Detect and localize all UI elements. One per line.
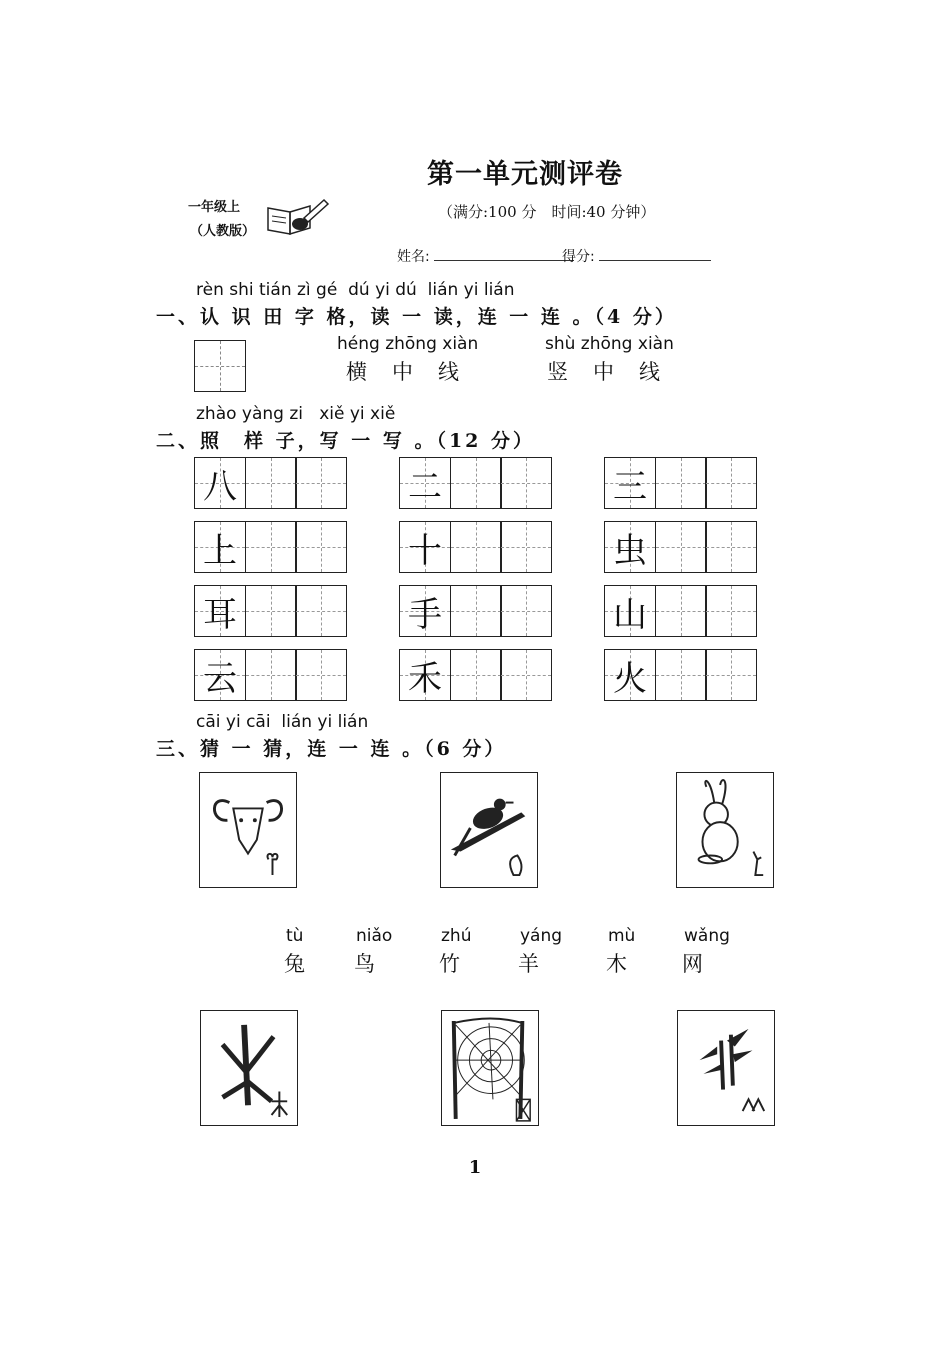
item2-pinyin: shù zhōng xiàn [545, 334, 674, 354]
sample-char-cell [399, 457, 451, 509]
word-pinyin: tù [286, 926, 304, 946]
sample-char: 虫 [613, 530, 647, 571]
writing-cell[interactable] [450, 649, 502, 701]
book-pencil-icon [264, 196, 330, 238]
writing-row [604, 649, 757, 701]
word-pinyin: yáng [520, 926, 563, 946]
word-char[interactable]: 木 [606, 952, 629, 976]
section1-pinyin: rèn shi tián zì gé dú yi dú lián yi lián [196, 280, 515, 300]
writing-cell[interactable] [450, 457, 502, 509]
sample-char-cell [194, 457, 246, 509]
writing-row [194, 457, 347, 509]
sample-char: 上 [203, 530, 237, 571]
writing-cell[interactable] [450, 585, 502, 637]
sample-char: 禾 [408, 658, 442, 699]
sample-char-cell [194, 649, 246, 701]
writing-cell[interactable] [655, 585, 707, 637]
sample-char: 火 [613, 658, 647, 699]
score-field[interactable]: 得分: [562, 246, 711, 266]
sample-char-cell [604, 649, 656, 701]
rabbit-picture[interactable] [676, 772, 774, 888]
writing-row [399, 649, 552, 701]
page-title: 第一单元测评卷 [427, 159, 623, 190]
writing-row [399, 457, 552, 509]
writing-cell[interactable] [655, 457, 707, 509]
word-pinyin: mù [608, 926, 636, 946]
writing-cell[interactable] [705, 585, 757, 637]
writing-cell[interactable] [500, 457, 552, 509]
sample-char: 云 [203, 658, 237, 699]
sample-char: 二 [408, 466, 442, 507]
sample-char-cell [604, 521, 656, 573]
writing-row [604, 457, 757, 509]
writing-row [194, 585, 347, 637]
sample-char: 十 [408, 530, 442, 571]
writing-cell[interactable] [500, 649, 552, 701]
sample-char-cell [604, 585, 656, 637]
net-picture[interactable] [441, 1010, 539, 1126]
writing-row [604, 585, 757, 637]
word-pinyin: wǎng [684, 926, 730, 946]
writing-cell[interactable] [295, 521, 347, 573]
writing-cell[interactable] [450, 521, 502, 573]
sample-char: 八 [203, 466, 237, 507]
tree-picture[interactable] [200, 1010, 298, 1126]
writing-row [399, 521, 552, 573]
writing-cell[interactable] [655, 649, 707, 701]
writing-cell[interactable] [655, 521, 707, 573]
writing-cell[interactable] [245, 521, 297, 573]
writing-row [194, 649, 347, 701]
writing-row [194, 521, 347, 573]
writing-row [399, 585, 552, 637]
writing-cell[interactable] [245, 649, 297, 701]
writing-cell[interactable] [705, 521, 757, 573]
section1-heading: 一、认 识 田 字 格，读 一 读，连 一 连 。（4 分） [156, 306, 677, 328]
bird-picture[interactable] [440, 772, 538, 888]
sample-char-cell [194, 585, 246, 637]
writing-cell[interactable] [500, 585, 552, 637]
item1-text[interactable]: 横 中 线 [346, 360, 461, 384]
writing-cell[interactable] [705, 457, 757, 509]
sample-char: 耳 [203, 594, 237, 635]
section3-heading: 三、猜 一 猜，连 一 连 。（6 分） [156, 738, 507, 760]
sample-char-cell [194, 521, 246, 573]
sample-char-cell [399, 585, 451, 637]
section2-pinyin: zhào yàng zi xiě yi xiě [196, 404, 396, 424]
sample-char-cell [399, 521, 451, 573]
writing-cell[interactable] [245, 585, 297, 637]
writing-cell[interactable] [245, 457, 297, 509]
sample-char: 山 [613, 594, 647, 635]
word-pinyin: zhú [441, 926, 472, 946]
writing-cell[interactable] [295, 649, 347, 701]
name-field[interactable]: 姓名: [397, 246, 574, 266]
tianzige-grid [194, 340, 246, 392]
sheep-picture[interactable] [199, 772, 297, 888]
word-char[interactable]: 鸟 [354, 952, 377, 976]
word-char[interactable]: 竹 [439, 952, 462, 976]
page-number: 1 [468, 1157, 482, 1178]
item1-pinyin: héng zhōng xiàn [337, 334, 479, 354]
writing-cell[interactable] [705, 649, 757, 701]
section3-pinyin: cāi yi cāi lián yi lián [196, 712, 369, 732]
sample-char-cell [399, 649, 451, 701]
sample-char-cell [604, 457, 656, 509]
sample-char: 手 [408, 594, 442, 635]
section2-heading: 二、照 样 子，写 一 写 。（12 分） [156, 430, 536, 452]
item2-text[interactable]: 竖 中 线 [547, 360, 662, 384]
edition-label: （人教版） [190, 224, 256, 239]
writing-cell[interactable] [500, 521, 552, 573]
writing-cell[interactable] [295, 585, 347, 637]
exam-info: （满分:100 分 时间:40 分钟） [438, 203, 656, 221]
word-pinyin: niǎo [356, 926, 393, 946]
word-char[interactable]: 兔 [284, 952, 307, 976]
bamboo-picture[interactable] [677, 1010, 775, 1126]
word-char[interactable]: 网 [682, 952, 705, 976]
word-char[interactable]: 羊 [518, 952, 541, 976]
grade-label: 一年级上 [188, 200, 241, 215]
writing-cell[interactable] [295, 457, 347, 509]
sample-char: 三 [613, 466, 647, 507]
writing-row [604, 521, 757, 573]
